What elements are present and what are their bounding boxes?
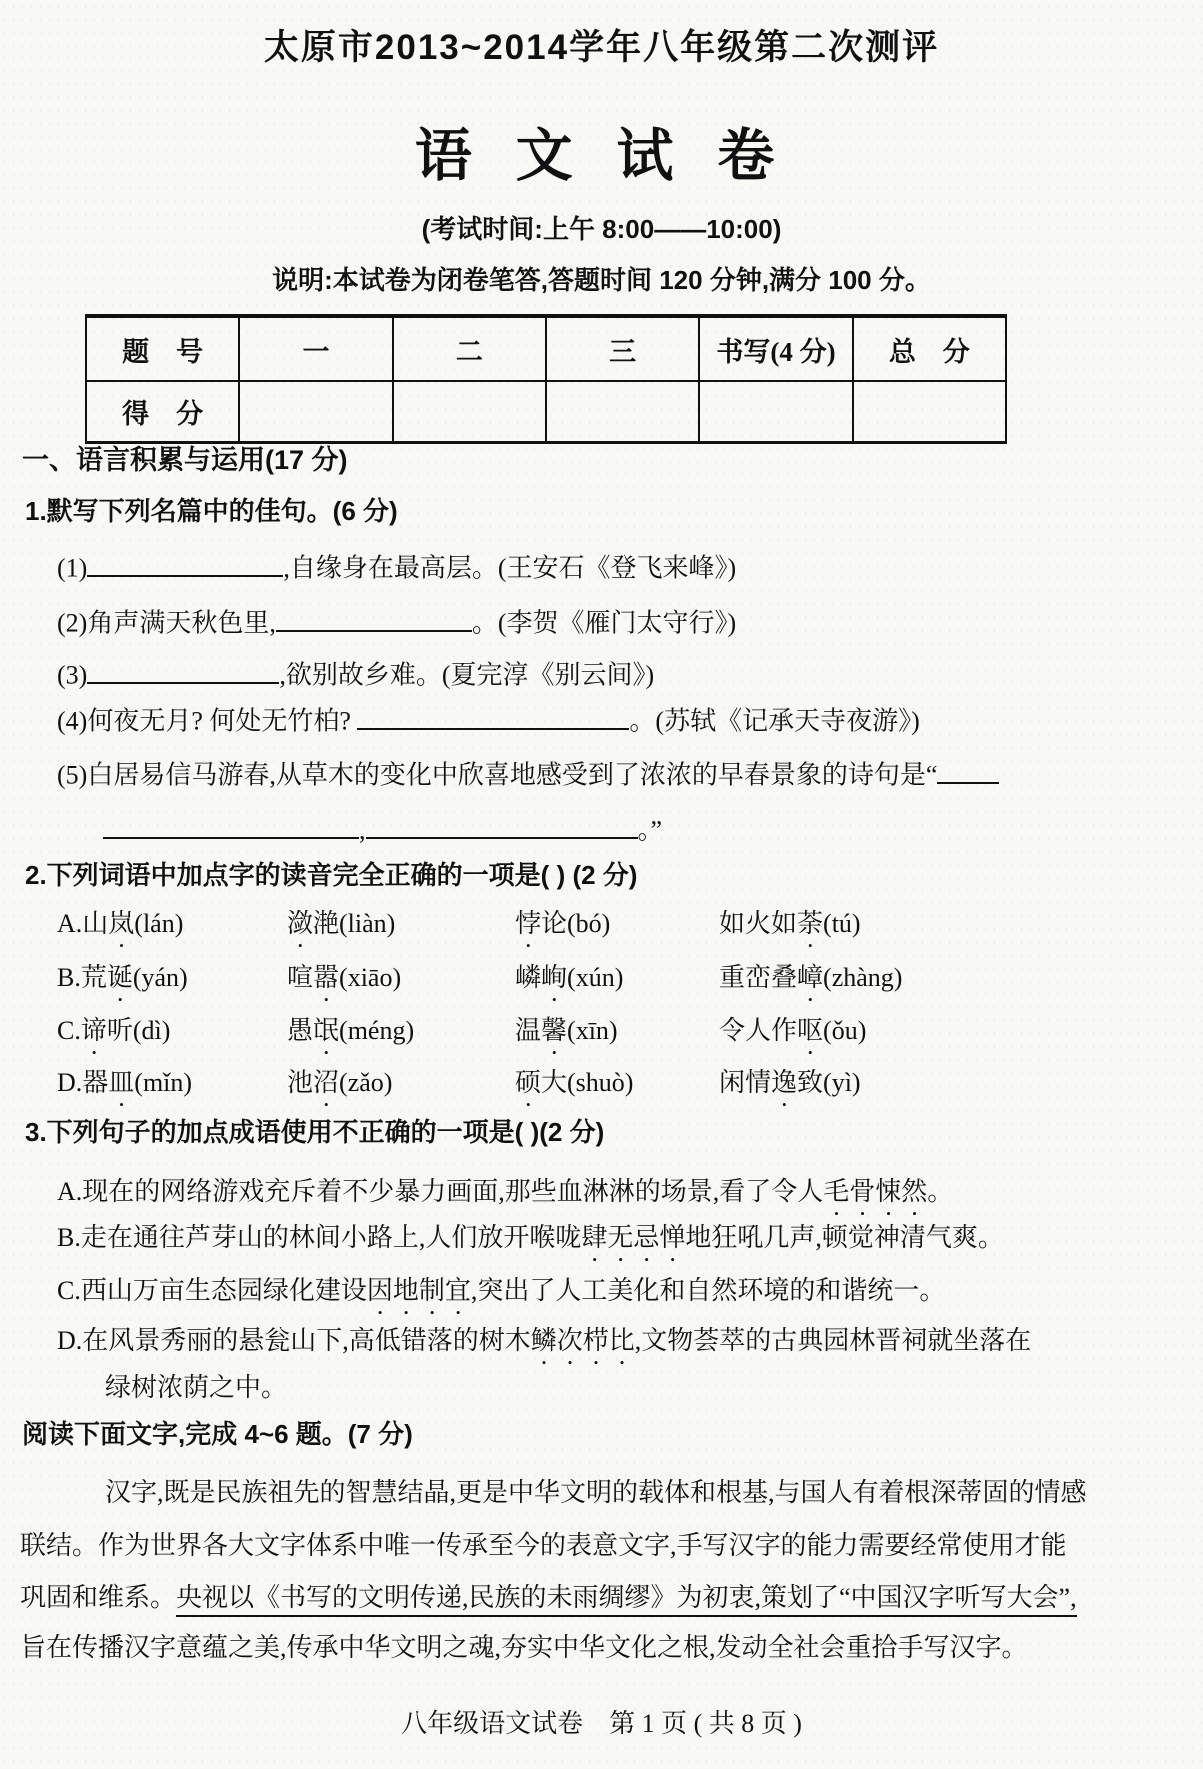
score-cell-empty — [699, 381, 852, 443]
score-cell-empty — [546, 381, 699, 443]
passage-line-1: 汉字,既是民族祖先的智慧结晶,更是中华文明的载体和根基,与国人有着根深蒂固的情感 — [105, 1478, 1087, 1507]
q2-cell-b4: 重峦叠嶂(zhàng) — [719, 963, 903, 992]
q2-cell-b3: 嶙峋(xún) — [515, 963, 624, 992]
page-footer: 八年级语文试卷 第 1 页 ( 共 8 页 ) — [401, 1709, 802, 1738]
passage-line-3: 巩固和维系。央视以《书写的文明传递,民族的未雨绸缪》为初衷,策划了“中国汉字听写大会”, — [20, 1580, 1077, 1615]
fill-in-blank — [87, 657, 279, 684]
q2-cell-d2: 池沼(zǎo) — [287, 1068, 393, 1097]
q3-option-a: A.现在的网络游戏充斥着不少暴力画面,那些血淋淋的场景,看了令人毛骨悚然。 — [57, 1177, 954, 1206]
q1-item-5-line1: (5)白居易信马游春,从草木的变化中欣喜地感受到了浓浓的早春景象的诗句是“ — [57, 757, 999, 793]
score-cell-empty — [853, 381, 1006, 443]
q2-cell-c3: 温馨(xīn) — [515, 1016, 618, 1045]
passage-line-4: 旨在传播汉字意蕴之美,传承中华文明之魂,夯实中华文化之根,发动全社会重拾手写汉字。 — [20, 1633, 1028, 1662]
q2-cell-c1: C.谛听(dì) — [57, 1016, 171, 1045]
exam-header-title: 太原市2013~2014学年八年级第二次测评 — [263, 28, 940, 67]
fill-in-blank — [276, 605, 472, 632]
q2-cell-c4: 令人作呕(ǒu) — [719, 1016, 867, 1045]
q2-cell-c2: 愚氓(méng) — [287, 1016, 415, 1045]
score-table-header-row — [86, 316, 1006, 381]
exam-instructions: 说明:本试卷为闭卷笔答,答题时间 120 分钟,满分 100 分。 — [272, 265, 931, 295]
score-row-label: 得 分 — [86, 381, 239, 443]
score-table-header-cell-handwriting: 书写(4 分) — [699, 316, 852, 381]
q2-cell-d1: D.器皿(mǐn) — [57, 1068, 193, 1097]
q2-row-a — [57, 906, 1147, 953]
score-table-score-row — [86, 381, 1006, 443]
score-table-header-cell-total: 总 分 — [853, 316, 1006, 381]
fill-in-blank — [937, 757, 999, 784]
q2-cell-a1: A.山岚(lán) — [57, 909, 184, 938]
fill-in-blank — [357, 703, 629, 730]
q1-item-1: (1) ,自缘身在最高层。(王安石《登飞来峰》) — [57, 550, 736, 586]
score-cell-empty — [393, 381, 546, 443]
q3-option-b: B.走在通往芦芽山的林间小路上,人们放开喉咙肆无忌惮地狂吼几声,顿觉神清气爽。 — [57, 1223, 1004, 1252]
score-table-header-cell-question-number: 题 号 — [86, 316, 239, 381]
q1-item-2: (2)角声满天秋色里, 。(李贺《雁门太守行》) — [57, 605, 736, 641]
q1-item-4: (4)何夜无月? 何处无竹柏? 。(苏轼《记承天寺夜游》) — [57, 703, 920, 739]
doc-title: 语 文 试 卷 — [414, 124, 789, 188]
q2-cell-d4: 闲情逸致(yì) — [719, 1068, 861, 1097]
exam-time: (考试时间:上午 8:00——10:00) — [421, 214, 782, 244]
score-table-header-cell-one: 一 — [239, 316, 392, 381]
section1-title: 一、语言积累与运用(17 分) — [22, 445, 348, 475]
q2-cell-a3: 悖论(bó) — [515, 909, 611, 938]
q1-item-5-line2: , 。” — [103, 812, 662, 848]
q3-option-d-line1: D.在风景秀丽的悬瓮山下,高低错落的树木鳞次栉比,文物荟萃的古典园林晋祠就坐落在 — [57, 1326, 1032, 1355]
q2-cell-b2: 喧嚣(xiāo) — [287, 963, 402, 992]
passage-line-2: 联结。作为世界各大文字体系中唯一传承至今的表意文字,手写汉字的能力需要经常使用才能 — [20, 1531, 1067, 1560]
q1-item-3: (3) ,欲别故乡难。(夏完淳《别云间》) — [57, 657, 654, 693]
score-cell-empty — [239, 381, 392, 443]
q3-option-c: C.西山万亩生态园绿化建设因地制宜,突出了人工美化和自然环境的和谐统一。 — [57, 1276, 946, 1305]
q2-cell-b1: B.荒诞(yán) — [57, 963, 188, 992]
fill-in-blank — [103, 812, 359, 839]
q2-stem: 2.下列词语中加点字的读音完全正确的一项是( ) (2 分) — [25, 860, 638, 890]
q2-cell-a2: 潋滟(liàn) — [287, 909, 396, 938]
fill-in-blank — [87, 550, 283, 577]
reading-intro: 阅读下面文字,完成 4~6 题。(7 分) — [22, 1419, 413, 1449]
q3-stem: 3.下列句子的加点成语使用不正确的一项是( )(2 分) — [25, 1117, 605, 1147]
q2-row-b — [57, 960, 1147, 1007]
q2-cell-d3: 硕大(shuò) — [515, 1068, 634, 1097]
fill-in-blank — [366, 812, 638, 839]
score-table-header-cell-three: 三 — [546, 316, 699, 381]
q3-option-d-line2: 绿树浓荫之中。 — [105, 1373, 288, 1402]
q2-row-c — [57, 1013, 1147, 1060]
q2-cell-a4: 如火如荼(tú) — [719, 909, 861, 938]
score-table-header-cell-two: 二 — [393, 316, 546, 381]
q1-stem: 1.默写下列名篇中的佳句。(6 分) — [25, 496, 398, 526]
q2-row-d — [57, 1065, 1147, 1112]
score-table — [85, 314, 1007, 444]
